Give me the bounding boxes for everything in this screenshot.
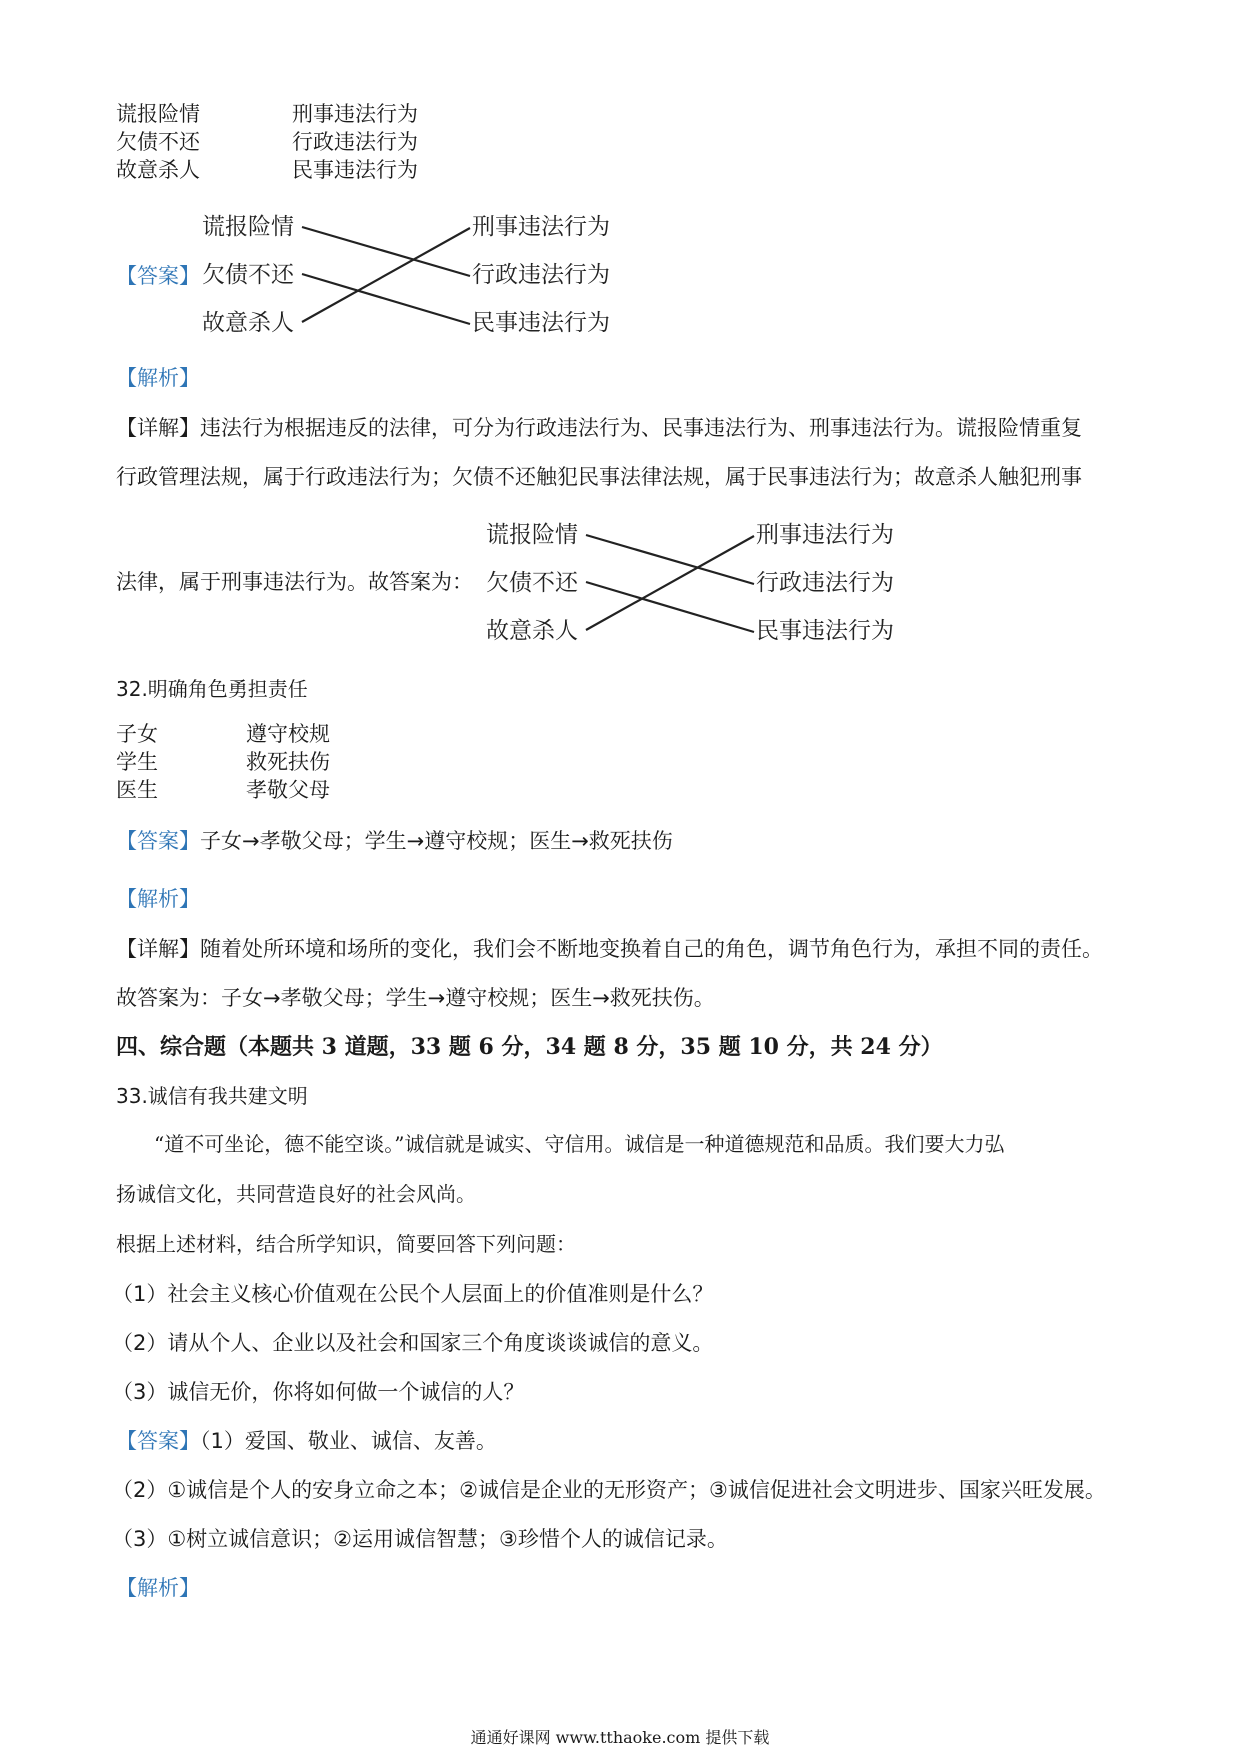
q31-diagram-left-3: 故意杀人 (202, 310, 294, 336)
q33-analysis-tag: 【解析】 (116, 1576, 200, 1600)
q31-detail-diagram-right-2: 行政违法行为 (756, 570, 894, 596)
q33-answer-tag: 【答案】 (116, 1429, 200, 1453)
q31-right-option-3: 民事违法行为 (292, 158, 418, 182)
q31-detail-line-2: 行政管理法规，属于行政违法行为；欠债不还触犯民事法律法规，属于民事违法行为；故意杀人触犯刑事 (116, 465, 1082, 489)
q33-answer-2: （2）①诚信是个人的安身立命之本；②诚信是企业的无形资产；③诚信促进社会文明进步、国家兴旺发展。 (112, 1478, 1106, 1502)
q33-answer-text-1: （1）爱国、敬业、诚信、友善。 (200, 1429, 497, 1453)
q32-right-option-1: 遵守校规 (246, 722, 330, 746)
q33-answer-3: （3）①树立诚信意识；②运用诚信智慧；③珍惜个人的诚信记录。 (112, 1527, 728, 1551)
page-footer: 通通好课网 www.tthaoke.com 提供下载 (470, 1728, 770, 1747)
q32-right-option-2: 救死扶伤 (246, 750, 330, 774)
q32-left-option-3: 医生 (116, 778, 158, 802)
q31-diagram-right-3: 民事违法行为 (472, 310, 610, 336)
q31-detail-diagram-left-1: 谎报险情 (486, 522, 578, 548)
q32-left-option-1: 子女 (116, 722, 158, 746)
q32-left-option-2: 学生 (116, 750, 158, 774)
q31-left-option-3: 故意杀人 (116, 158, 200, 182)
q31-detail-diagram-left-3: 故意杀人 (486, 618, 578, 644)
q32-answer-tag: 【答案】 (116, 829, 200, 853)
q31-left-option-2: 欠债不还 (116, 130, 200, 154)
q31-analysis-tag: 【解析】 (116, 366, 200, 390)
q33-answer-1 (116, 1427, 497, 1455)
q32-title: 32.明确角色勇担责任 (116, 677, 308, 701)
q31-diagram-left-2: 欠债不还 (202, 262, 294, 288)
q32-analysis-tag: 【解析】 (116, 887, 200, 911)
q31-detail-text-1: 违法行为根据违反的法律，可分为行政违法行为、民事违法行为、刑事违法行为。谎报险情重复 (200, 416, 1082, 440)
q31-detail-diagram-right-3: 民事违法行为 (756, 618, 894, 644)
q31-diagram-right-1: 刑事违法行为 (472, 214, 610, 240)
q32-detail-line-2: 故答案为：子女→孝敬父母；学生→遵守校规；医生→救死扶伤。 (116, 986, 715, 1010)
q33-question-3: （3）诚信无价，你将如何做一个诚信的人？ (112, 1380, 525, 1404)
q33-question-2: （2）请从个人、企业以及社会和国家三个角度谈谈诚信的意义。 (112, 1331, 714, 1355)
q33-question-1: （1）社会主义核心价值观在公民个人层面上的价值准则是什么？ (112, 1282, 714, 1306)
connector-line-3 (302, 228, 470, 322)
q32-detail-line-1 (116, 935, 1103, 963)
q31-detail-tag: 【详解】 (116, 416, 200, 440)
q31-right-option-2: 行政违法行为 (292, 130, 418, 154)
q33-prompt: 根据上述材料，结合所学知识，简要回答下列问题： (116, 1232, 576, 1256)
q31-detail-line-3: 法律，属于刑事违法行为。故答案为： (116, 570, 473, 594)
q31-answer-tag: 【答案】 (116, 264, 200, 288)
connector-line-1 (302, 227, 470, 276)
q31-answer-diagram (196, 208, 636, 348)
detail-connector-line-2 (586, 582, 754, 632)
q31-right-option-1: 刑事违法行为 (292, 102, 418, 126)
q33-title: 33.诚信有我共建文明 (116, 1084, 308, 1108)
q31-detail-diagram-right-1: 刑事违法行为 (756, 522, 894, 548)
q32-answer-text: 子女→孝敬父母；学生→遵守校规；医生→救死扶伤 (200, 829, 673, 853)
q32-detail-text-1: 随着处所环境和场所的变化，我们会不断地变换着自己的角色，调节角色行为，承担不同的责任。 (200, 937, 1103, 961)
q32-answer (116, 827, 673, 855)
q33-material-line-2: 扬诚信文化，共同营造良好的社会风尚。 (116, 1182, 476, 1206)
q33-material-line-1: “道不可坐论，德不能空谈。”诚信就是诚实、守信用。诚信是一种道德规范和品质。我们要大力弘 (154, 1132, 1005, 1156)
q31-detail-diagram (480, 516, 920, 656)
q31-detail-line-1 (116, 414, 1082, 442)
connector-line-2 (302, 274, 470, 324)
detail-connector-line-3 (586, 536, 754, 630)
q31-diagram-left-1: 谎报险情 (202, 214, 294, 240)
q32-detail-tag: 【详解】 (116, 937, 200, 961)
q31-detail-diagram-left-2: 欠债不还 (486, 570, 578, 596)
q31-diagram-right-2: 行政违法行为 (472, 262, 610, 288)
section-heading: 四、综合题（本题共 3 道题，33 题 6 分，34 题 8 分，35 题 10 分，共 24 分） (116, 1034, 943, 1060)
q31-left-option-1: 谎报险情 (116, 102, 200, 126)
detail-connector-line-1 (586, 535, 754, 584)
q32-right-option-3: 孝敬父母 (246, 778, 330, 802)
